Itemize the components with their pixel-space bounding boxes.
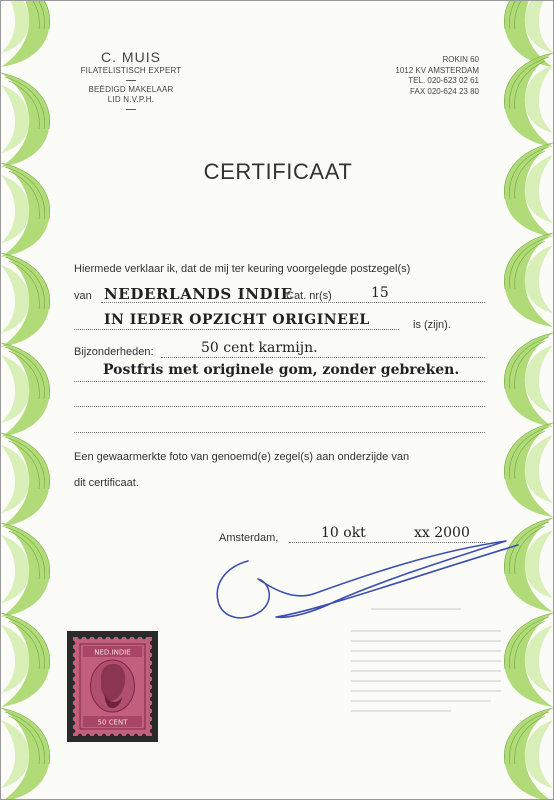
dotted-line xyxy=(74,406,485,407)
cat-number: 15 xyxy=(371,285,389,301)
date-value: 10 okt xyxy=(321,525,366,541)
photo-text-line1: Een gewaarmerkte foto van genoemd(e) zegel(s) aan onderzijde van xyxy=(74,451,410,463)
expert-name: C. MUIS xyxy=(101,49,161,65)
cat-label: Cat. nr(s) xyxy=(286,290,332,302)
place-label: Amsterdam, xyxy=(219,532,279,544)
address-fax: FAX 020-624 23 80 xyxy=(410,86,479,96)
expert-line1: BEËDIGD MAKELAAR xyxy=(88,85,174,94)
expert-title: FILATELISTISCH EXPERT xyxy=(80,66,182,75)
stamp-top-text: NED.INDIE xyxy=(94,648,131,657)
details-value: 50 cent karmijn. xyxy=(201,340,318,356)
is-label: is (zijn). xyxy=(413,319,451,331)
verdict-value: IN IEDER OPZICHT ORIGINEEL xyxy=(104,312,370,328)
address-block xyxy=(359,55,479,97)
left-border-ornament xyxy=(1,1,53,799)
certificate-title: CERTIFICAAT xyxy=(203,159,353,184)
details-label: Bijzonderheden: xyxy=(74,346,154,358)
intro-text: Hiermede verklaar ik, dat de mij ter keuring voorgelegde postzegel(s) xyxy=(74,263,411,275)
dotted-line xyxy=(161,357,485,358)
dotted-line xyxy=(101,302,485,303)
dotted-line xyxy=(74,432,485,433)
van-label: van xyxy=(74,290,92,302)
dotted-line xyxy=(74,381,485,382)
divider xyxy=(126,109,136,110)
expert-header xyxy=(61,49,201,114)
condition-value: Postfris met originele gom, zonder gebreken. xyxy=(103,362,460,378)
photo-text-line2: dit certificaat. xyxy=(74,477,139,489)
divider xyxy=(126,80,136,81)
dotted-line xyxy=(74,329,399,330)
address-tel: TEL. 020-623 02 61 xyxy=(408,76,479,85)
year-value: xx 2000 xyxy=(414,525,470,541)
background-texture xyxy=(351,601,511,731)
expert-line2: LID N.V.P.H. xyxy=(107,95,155,104)
country-value: NEDERLANDS INDIE xyxy=(104,285,293,303)
address-city: 1012 KV AMSTERDAM xyxy=(395,65,479,75)
stamp-photo xyxy=(67,631,158,742)
address-street: ROKIN 60 xyxy=(442,55,479,64)
stamp-bottom-text: 50 CENT xyxy=(97,718,128,727)
